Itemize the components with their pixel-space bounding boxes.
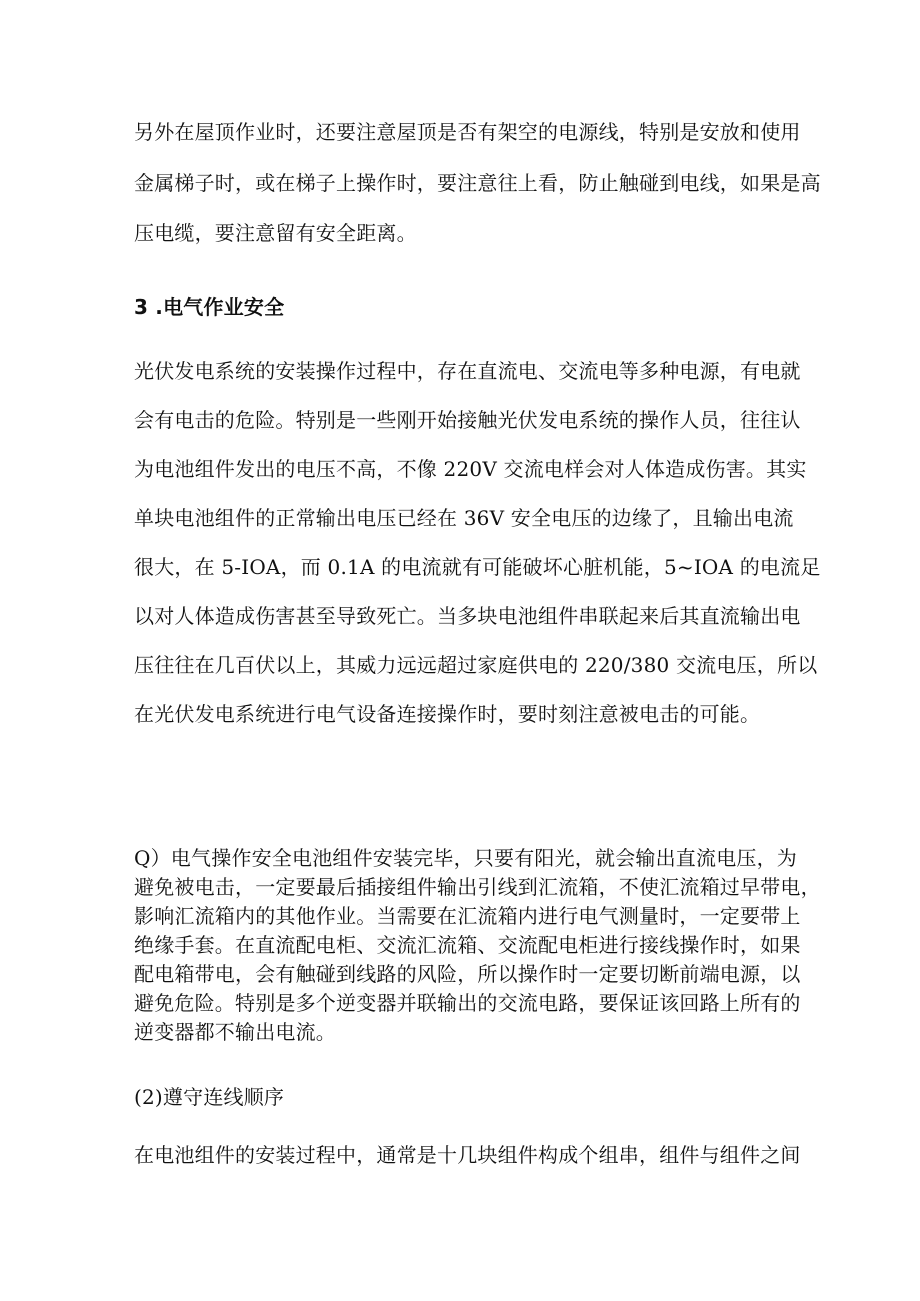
paragraph-line: 在电池组件的安装过程中，通常是十几块组件构成个组串，组件与组件之间 bbox=[134, 1143, 801, 1167]
paragraph-line: 金属梯子时，或在梯子上操作时，要注意往上看，防止触碰到电线，如果是高 bbox=[134, 171, 821, 195]
paragraph-line: 很大，在 5-IOA，而 0.1A 的电流就有可能破坏心脏机能，5~IOA 的电流足 bbox=[134, 555, 821, 579]
section-heading: 3 .电气作业安全 bbox=[134, 295, 285, 319]
paragraph-line: 避免被电击，一定要最后插接组件输出引线到汇流箱，不使汇流箱过早带电， bbox=[134, 875, 821, 899]
paragraph-line: 压往往在几百伏以上，其威力远远超过家庭供电的 220/380 交流电压，所以 bbox=[134, 653, 818, 677]
paragraph-line: Q）电气操作安全电池组件安装完毕，只要有阳光，就会输出直流电压，为 bbox=[134, 846, 797, 870]
subheading: (2)遵守连线顺序 bbox=[134, 1085, 285, 1109]
paragraph-line: 会有电击的危险。特别是一些刚开始接触光伏发电系统的操作人员，往往认 bbox=[134, 408, 801, 432]
paragraph-line: 另外在屋顶作业时，还要注意屋顶是否有架空的电源线，特别是安放和使用 bbox=[134, 120, 801, 144]
paragraph-line: 逆变器都不输出电流。 bbox=[134, 1020, 336, 1044]
paragraph-line: 以对人体造成伤害甚至导致死亡。当多块电池组件串联起来后其直流输出电 bbox=[134, 604, 801, 628]
paragraph-line: 在光伏发电系统进行电气设备连接操作时，要时刻注意被电击的可能。 bbox=[134, 702, 761, 726]
paragraph-line: 绝缘手套。在直流配电柜、交流汇流箱、交流配电柜进行接线操作时，如果 bbox=[134, 933, 801, 957]
paragraph-line: 单块电池组件的正常输出电压已经在 36V 安全电压的边缘了，且输出电流 bbox=[134, 506, 794, 530]
paragraph-line: 光伏发电系统的安装操作过程中，存在直流电、交流电等多种电源，有电就 bbox=[134, 359, 801, 383]
paragraph-line: 影响汇流箱内的其他作业。当需要在汇流箱内进行电气测量时，一定要带上 bbox=[134, 904, 801, 928]
paragraph-line: 为电池组件发出的电压不高，不像 220V 交流电样会对人体造成伤害。其实 bbox=[134, 457, 807, 481]
paragraph-line: 配电箱带电，会有触碰到线路的风险，所以操作时一定要切断前端电源，以 bbox=[134, 962, 801, 986]
paragraph-line: 避免危险。特别是多个逆变器并联输出的交流电路，要保证该回路上所有的 bbox=[134, 991, 801, 1015]
paragraph-line: 压电缆，要注意留有安全距离。 bbox=[134, 221, 417, 245]
